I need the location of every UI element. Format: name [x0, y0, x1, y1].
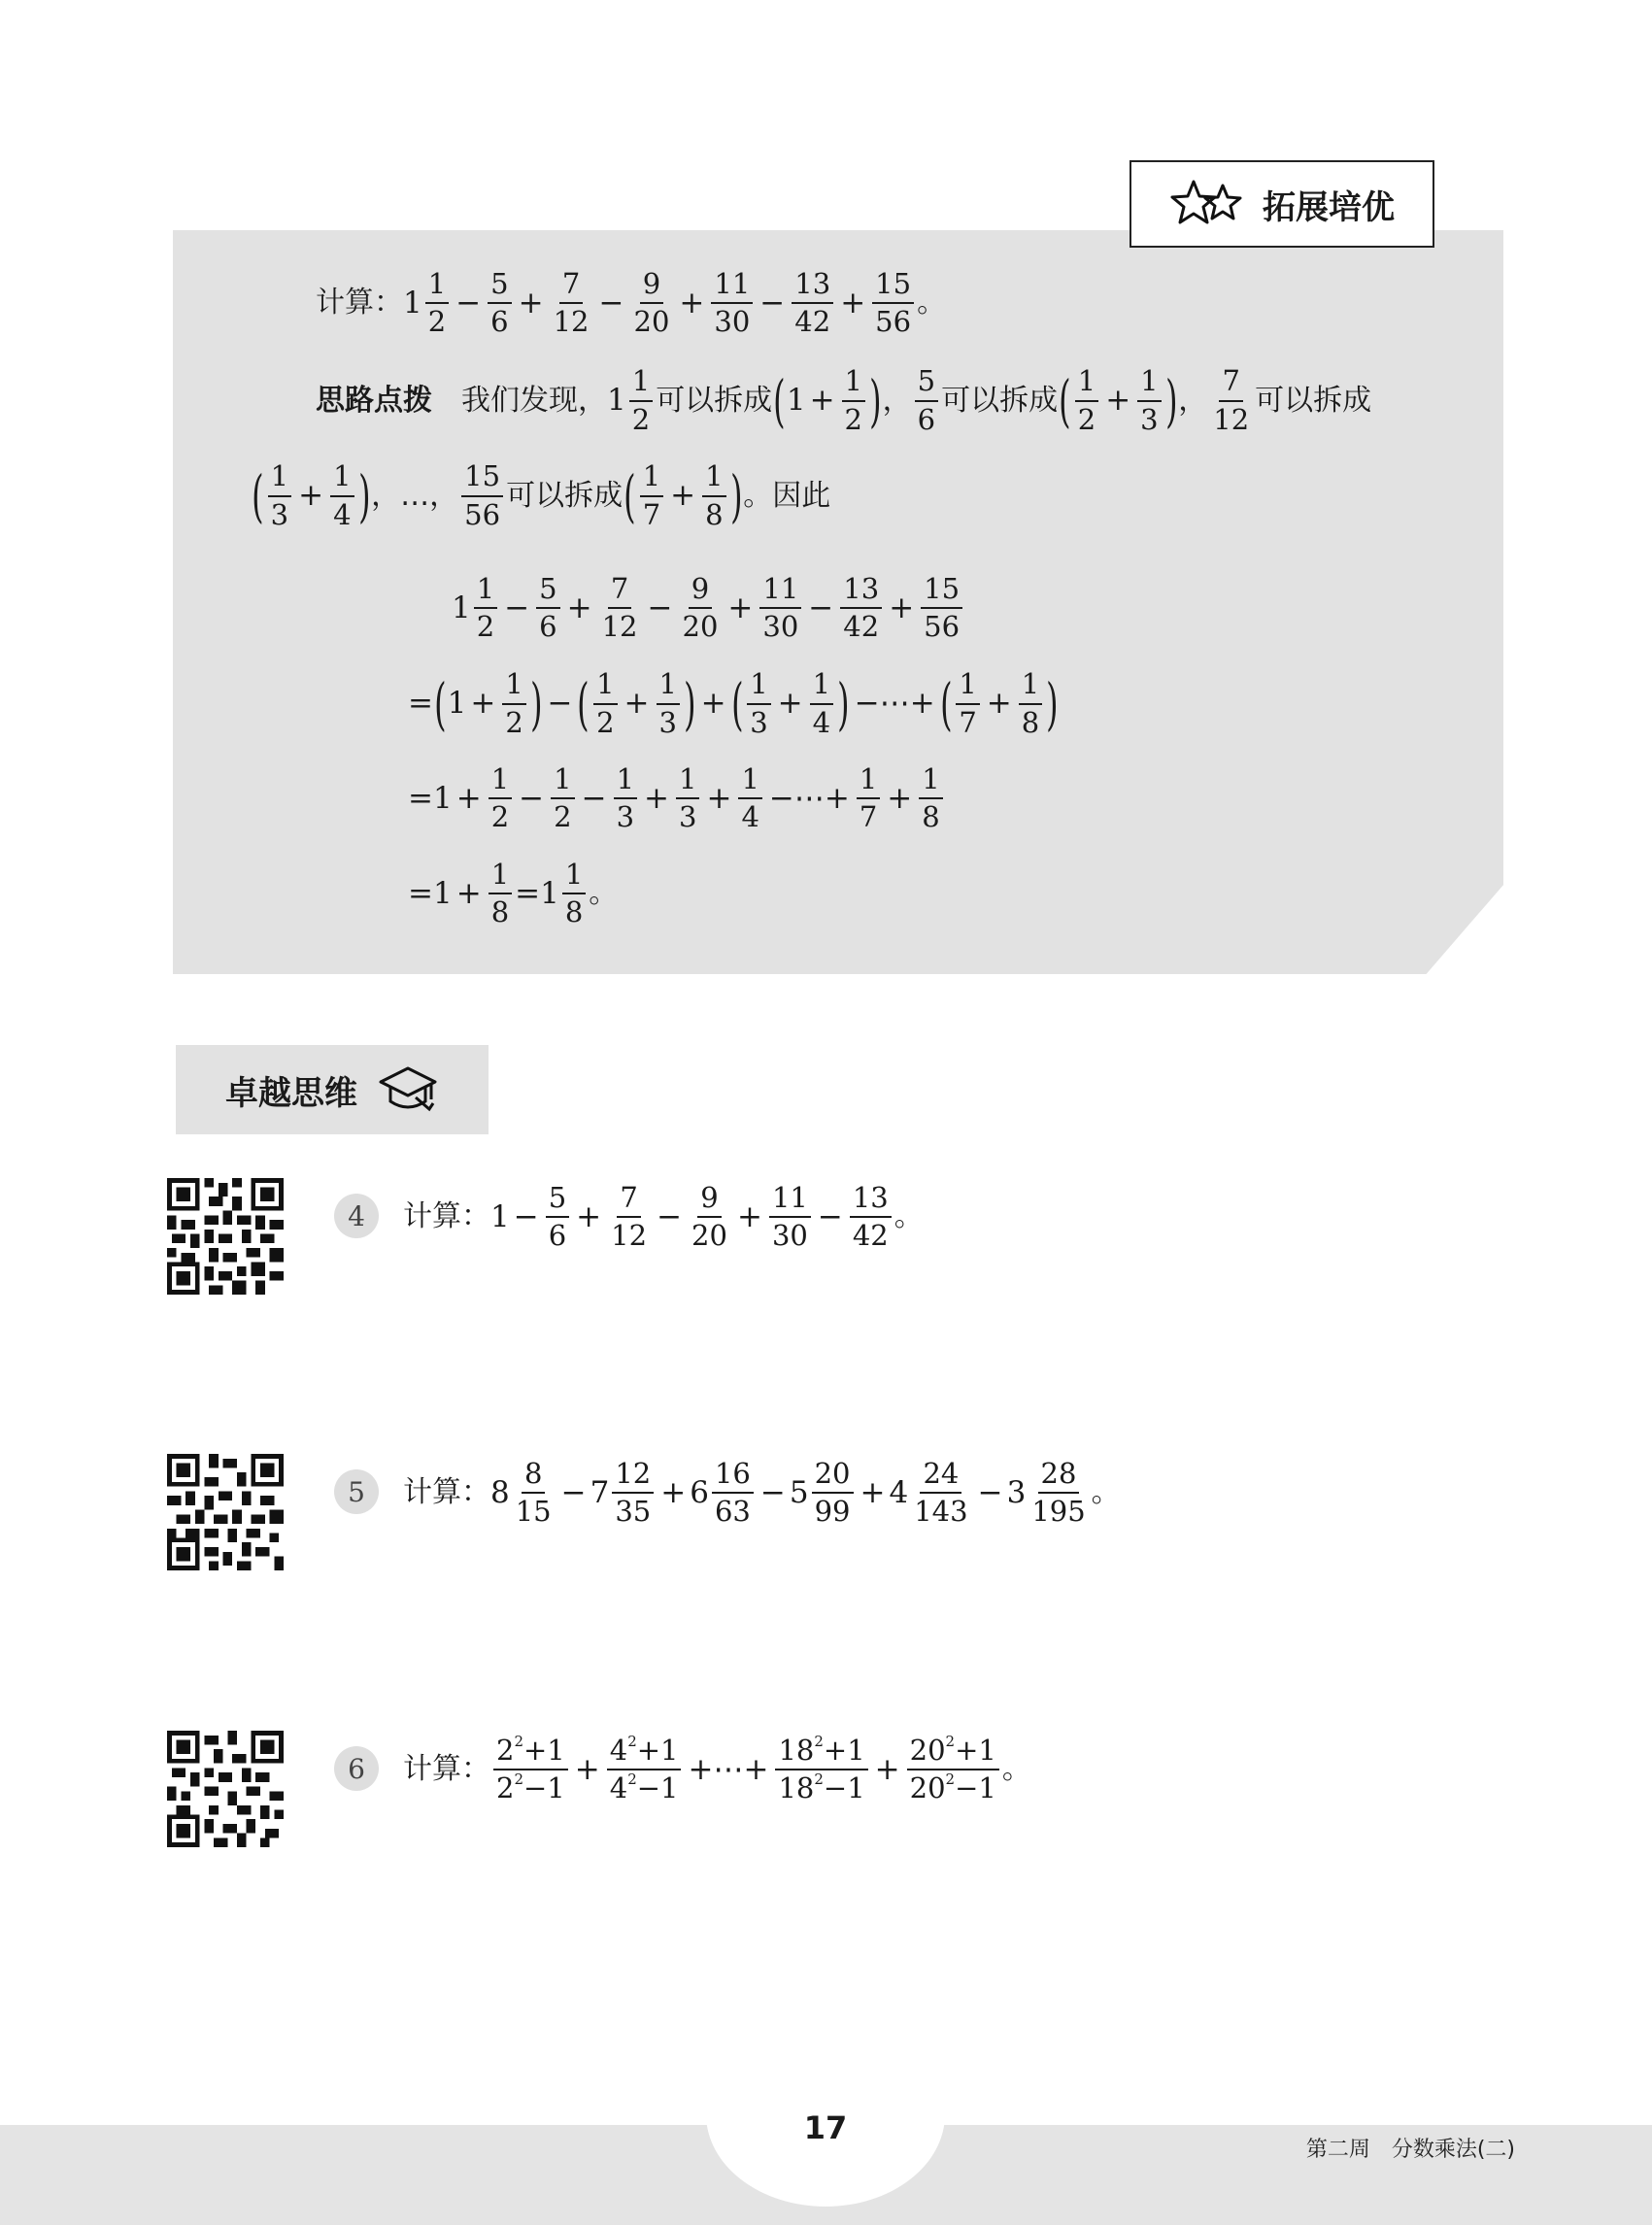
fraction: $\frac{7}{12}$ [553, 266, 590, 338]
derivation-line-3: =1 + $\frac{1}{2}$ − $\frac{1}{2}$ − $\frac{1}{3}$ + $\frac{1}{3}$ + $\frac{1}{4}$ −⋯+ $\frac{1}{7}$ + $\frac{1}{8}$ [408, 759, 946, 837]
fraction: $\frac{11}{30}$ [711, 268, 753, 339]
extend-title: 拓展培优 [1263, 187, 1395, 227]
graduation-cap-icon [377, 1062, 439, 1117]
derivation-line-2: = ( 1 + $\frac{1}{2}$ ) − ( $\frac{1}{2}$ + $\frac{1}{3}$ ) + ( $\frac{1}{3}$ + $\frac{1}{4}$ ) −⋯+ ( $\frac{1}{7}$ + $\frac{1}{8}$ ) [408, 667, 1059, 739]
qr-code-icon[interactable] [167, 1454, 284, 1570]
hint-line-2: ( $\frac{1}{3}$ + $\frac{1}{4}$ ) ，…， $\frac{15}{56}$ 可以拆成 ( $\frac{1}{7}$ + $\frac{1}{8}$ ) 。因此 [252, 459, 831, 531]
problem-number-badge: 4 [334, 1194, 379, 1238]
fraction: $\frac{13}{42}$ [792, 268, 833, 339]
qr-code-icon[interactable] [167, 1731, 284, 1847]
derivation-line-4: =1 + $\frac{1}{8}$ =1 $\frac{1}{8}$ 。 [408, 857, 619, 928]
problem-label: 计算： [316, 286, 403, 320]
problem-number-badge: 5 [334, 1469, 379, 1514]
chapter-title: 第二周 分数乘法(二) [1305, 2138, 1515, 2162]
fraction: $\frac{15}{56}$ [872, 268, 914, 339]
qr-code-icon[interactable] [167, 1178, 284, 1295]
problem-6: 计算： $\frac{2^2+1}{2^2-1}$ + $\frac{4^2+1}{4^2-1}$ +⋯+ $\frac{18^2+1}{18^2-1}$ + $\frac{20^2+1}{20^2-1}$ 。 [403, 1733, 1031, 1804]
problem-4: 计算： 1 − $\frac{5}{6}$ + $\frac{7}{12}$ − $\frac{9}{20}$ + $\frac{11}{30}$ − $\frac{13}{42}$ 。 [403, 1180, 924, 1252]
think-title: 卓越思维 [225, 1073, 357, 1113]
derivation-line-1: 1 $\frac{1}{2}$ − $\frac{5}{6}$ + $\frac{7}{12}$ − $\frac{9}{20}$ + $\frac{11}{30}$ − $\frac{13}{42}$ + $\frac{15}{56}$ [452, 569, 965, 647]
fraction: $\frac{5}{6}$ [488, 268, 511, 339]
problem-number-badge: 6 [334, 1746, 379, 1791]
think-title-box [176, 1045, 489, 1134]
page-number: 17 [803, 2109, 848, 2146]
extend-problem: 计算： 1 $\frac{1}{2}$ − $\frac{5}{6}$ + $\frac{7}{12}$ − $\frac{9}{20}$ + $\frac{11}{30}$ − $\frac{13}{42}$ + $\frac{15}{56}$ 。 [316, 266, 947, 338]
double-star-icon [1169, 178, 1245, 230]
fraction: $\frac{1}{2}$ [425, 268, 449, 339]
hint-label: 思路点拨 [316, 383, 432, 418]
extend-title-box [1129, 160, 1434, 248]
hint-line-1: 思路点拨 我们发现， 1 $\frac{1}{2}$ 可以拆成 ( 1 + $\frac{1}{2}$ ) ， $\frac{5}{6}$ 可以拆成 ( $\frac{1}{2}$ + $\frac{1}{3}$ ) ， $\frac{7}{12}$ 可以拆成 [316, 364, 1372, 436]
problem-5: 计算： 8 $\frac{8}{15}$ − 7 $\frac{12}{35}$ + 6 $\frac{16}{63}$ − 5 $\frac{20}{99}$ + 4 $\frac{24}{143}$ − 3 $\frac{28}{195}$ 。 [403, 1456, 1121, 1528]
fraction: $\frac{9}{20}$ [633, 266, 670, 338]
